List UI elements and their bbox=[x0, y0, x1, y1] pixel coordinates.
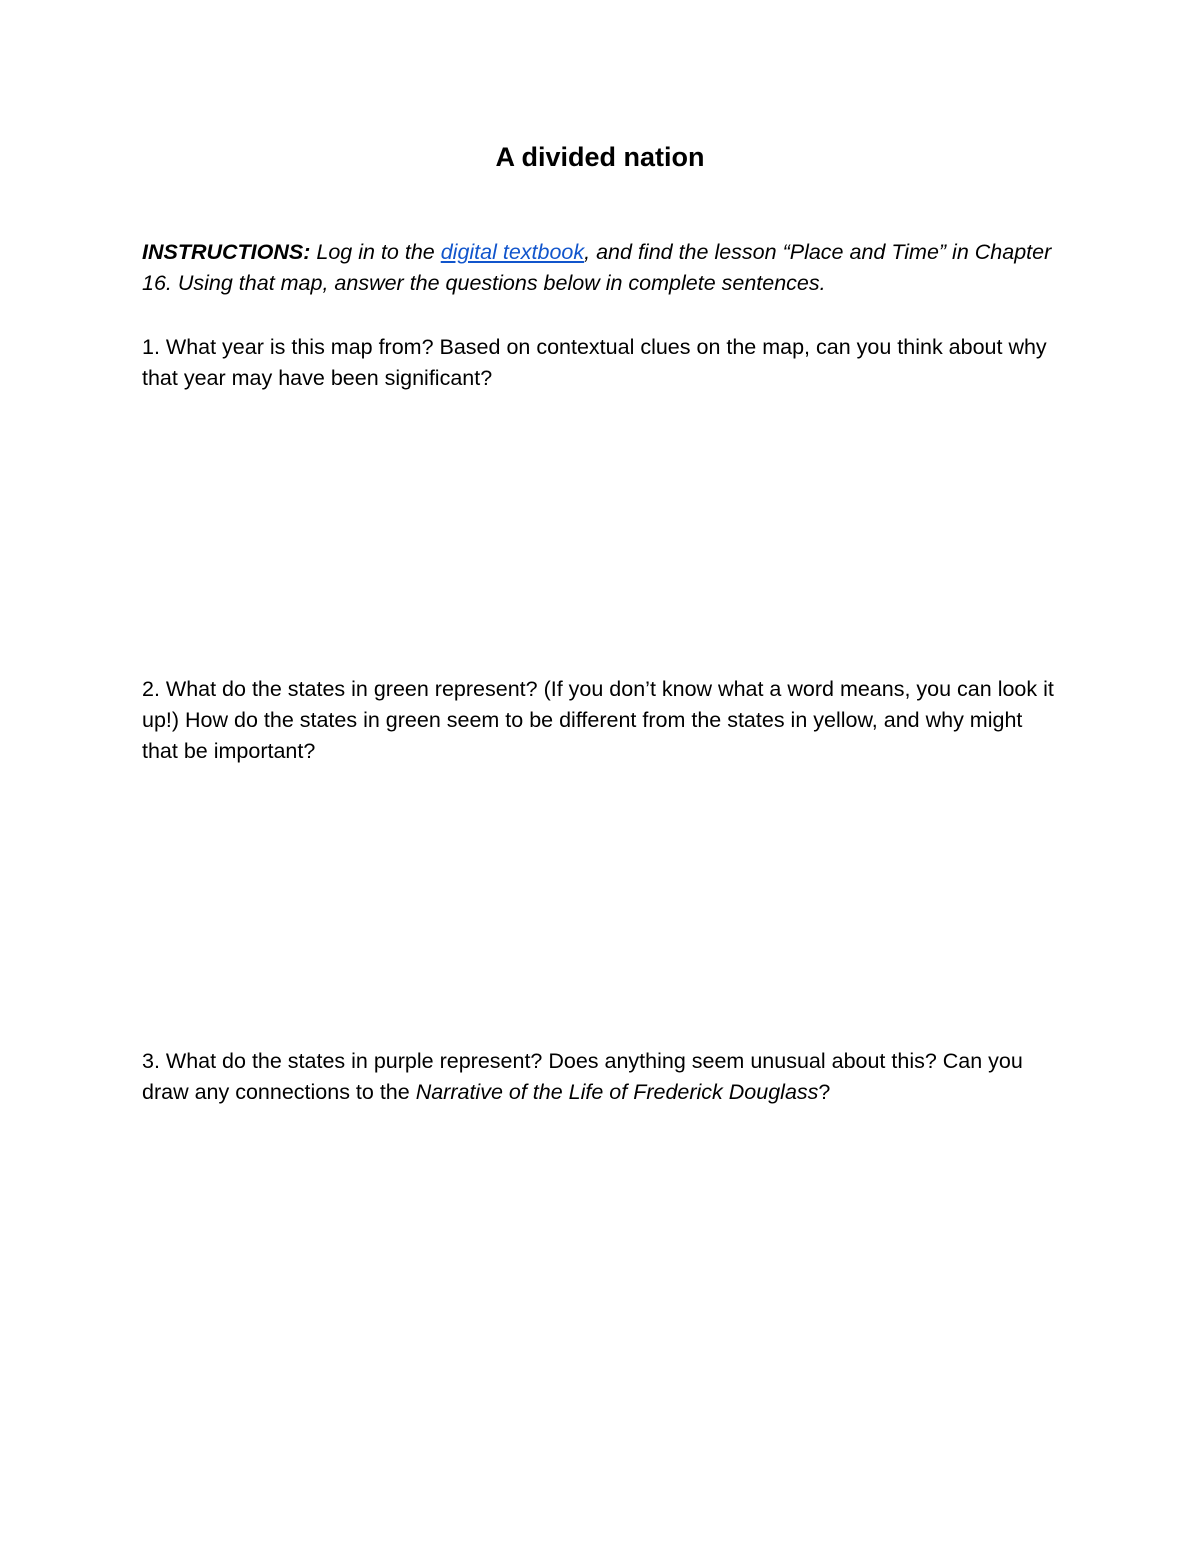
question-3 bbox=[142, 1046, 1062, 1108]
question-1: 1. What year is this map from? Based on contextual clues on the map, can you think about why that year may have been significant? bbox=[142, 335, 1047, 390]
question-3-text-after-title: ? bbox=[818, 1080, 831, 1104]
instructions-text-before-link: Log in to the bbox=[310, 240, 441, 264]
question-3-text-before-title: 3. What do the states in purple represent? Does anything seem unusual about this? Can you draw any connections to the bbox=[142, 1049, 1023, 1104]
question-2: 2. What do the states in green represent? (If you don’t know what a word means, you can look it up!) How do the states in green seem to be different from the states in yellow, and why might that be important? bbox=[142, 677, 1054, 763]
page-title: A divided nation bbox=[495, 142, 705, 172]
instructions-text-after-link: , and find the lesson “Place and Time” in Chapter 16. Using that map, answer the questions below in complete sentences. bbox=[142, 240, 1052, 295]
instructions-paragraph bbox=[142, 237, 1062, 299]
instructions-label: INSTRUCTIONS: bbox=[142, 240, 311, 264]
book-title: Narrative of the Life of Frederick Douglass bbox=[415, 1080, 819, 1104]
digital-textbook-link[interactable]: digital textbook bbox=[440, 240, 585, 264]
